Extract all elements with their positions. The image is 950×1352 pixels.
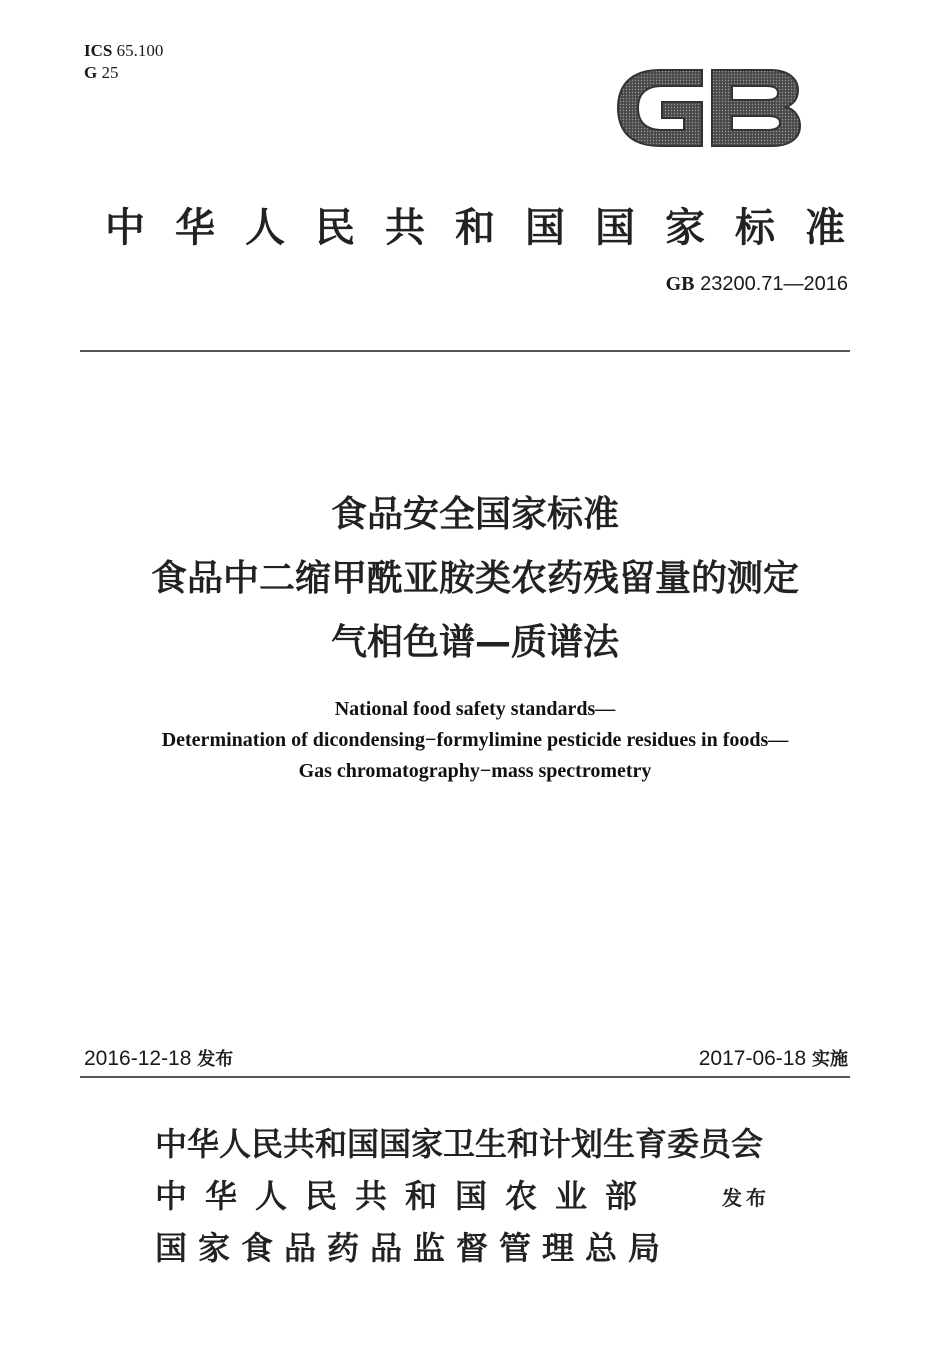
standard-number xyxy=(666,273,848,296)
ics-code: 65.100 xyxy=(116,41,164,60)
class-line xyxy=(84,62,163,84)
gb-logo xyxy=(610,58,805,158)
gb-logo-text: GB xyxy=(707,118,709,119)
title-en-line3: Gas chromatography−mass spectrometry xyxy=(298,760,652,782)
issuer-agriculture-ministry: 中华人民共和国农业部 xyxy=(155,1177,656,1215)
publish-label: 发布 xyxy=(722,1186,770,1210)
issuer-health-commission: 中华人民共和国国家卫生和计划生育委员会 xyxy=(155,1125,764,1163)
effective-date: 2017-06-18 xyxy=(698,1047,807,1070)
classification-block xyxy=(84,40,163,84)
title-zh-line2: 食品中二缩甲酰亚胺类农药残留量的测定 xyxy=(150,558,799,599)
title-en-line2: Determination of dicondensing−formylimine pesticide residues in foods— xyxy=(161,729,789,751)
top-divider xyxy=(80,350,850,352)
effective-label: 实施 xyxy=(812,1049,848,1070)
title-zh-line1: 食品安全国家标准 xyxy=(330,494,619,535)
country-title: 中华人民共和国国家标准 xyxy=(105,205,875,251)
issuers-block xyxy=(155,1118,763,1274)
issue-date-block xyxy=(84,1045,233,1071)
ics-label: ICS xyxy=(84,41,113,60)
bottom-divider xyxy=(80,1076,850,1078)
standard-code: 23200.71—2016 xyxy=(700,273,848,295)
title-en-line1: National food safety standards— xyxy=(334,698,616,720)
ics-line xyxy=(84,40,163,62)
title-zh-line3: 气相色谱—质谱法 xyxy=(330,622,619,663)
class-label: G xyxy=(84,63,98,82)
standard-prefix: GB xyxy=(665,273,695,295)
class-code: 25 xyxy=(101,63,119,82)
effective-date-block xyxy=(699,1045,848,1071)
gb-logo-g-shape xyxy=(618,70,702,146)
gb-logo-b-shape xyxy=(712,70,800,146)
issue-label: 发布 xyxy=(197,1049,234,1070)
issue-date: 2016-12-18 xyxy=(84,1047,192,1070)
issuer-food-drug-administration: 国家食品药品监督管理总局 xyxy=(155,1229,672,1267)
